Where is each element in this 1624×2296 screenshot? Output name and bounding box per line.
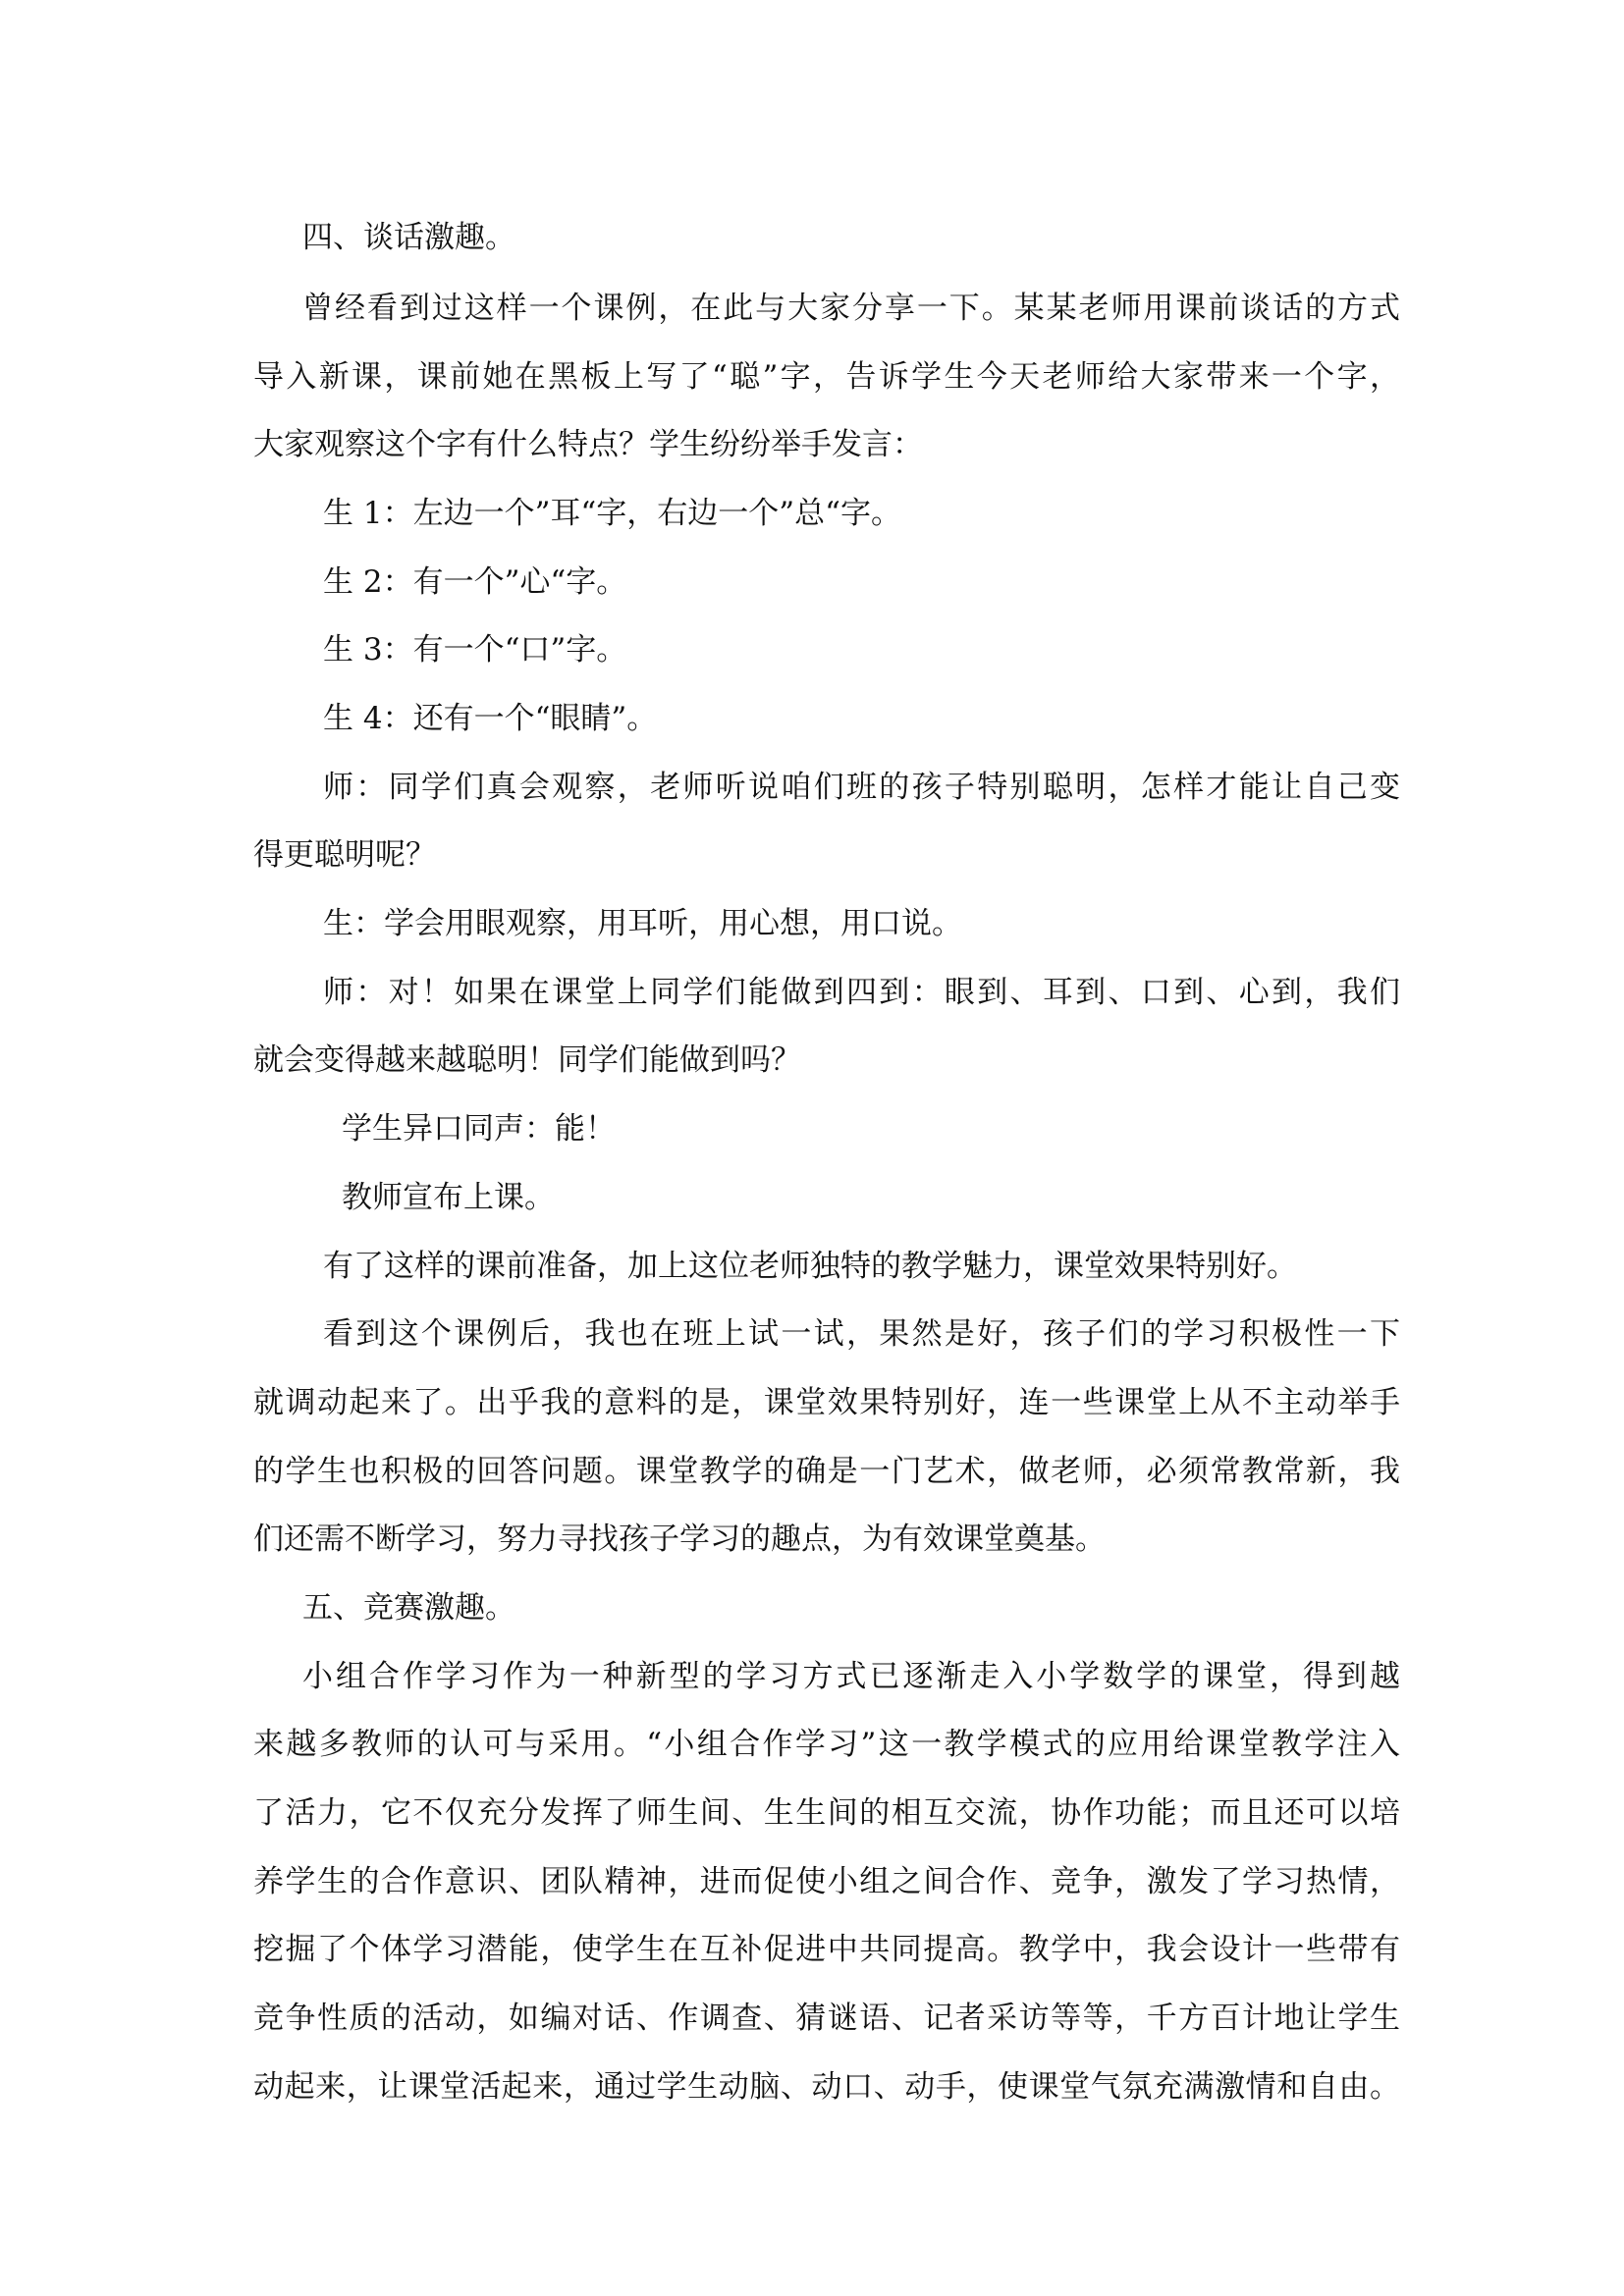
- dialogue-line: 学生异口同声：能！: [342, 1111, 616, 1147]
- dialogue-line: 师：同学们真会观察，老师听说咱们班的孩子特别聪明，怎样才能让自己变: [323, 770, 1400, 805]
- dialogue-line: 得更聪明呢？: [253, 837, 436, 873]
- paragraph-line: 就调动起来了。出乎我的意料的是，课堂效果特别好，连一些课堂上从不主动举手: [253, 1385, 1400, 1420]
- paragraph-line: 曾经看到过这样一个课例，在此与大家分享一下。某某老师用课前谈话的方式: [302, 291, 1400, 326]
- paragraph-line: 来越多教师的认可与采用。“小组合作学习”这一教学模式的应用给课堂教学注入: [253, 1727, 1400, 1762]
- paragraph-line: 挖掘了个体学习潜能，使学生在互补促进中共同提高。教学中，我会设计一些带有: [253, 1932, 1400, 1967]
- section-heading-5: 五、竞赛激趣。: [302, 1590, 515, 1626]
- dialogue-line: 教师宣布上课。: [342, 1180, 555, 1215]
- paragraph-line: 养学生的合作意识、团队精神，进而促使小组之间合作、竞争，激发了学习热情，: [253, 1864, 1400, 1899]
- dialogue-line: 生 1：左边一个”耳“字，右边一个”总“字。: [323, 496, 901, 531]
- paragraph-line: 了活力，它不仅充分发挥了师生间、生生间的相互交流，协作功能；而且还可以培: [253, 1795, 1400, 1831]
- paragraph-line: 的学生也积极的回答问题。课堂教学的确是一门艺术，做老师，必须常教常新，我: [253, 1454, 1400, 1489]
- paragraph-line: 竞争性质的活动，如编对话、作调查、猜谜语、记者采访等等，千方百计地让学生: [253, 2001, 1400, 2036]
- paragraph-line: 小组合作学习作为一种新型的学习方式已逐渐走入小学数学的课堂，得到越: [302, 1659, 1400, 1694]
- paragraph-line: 导入新课，课前她在黑板上写了“聪”字，告诉学生今天老师给大家带来一个字，: [253, 359, 1400, 395]
- dialogue-line: 生：学会用眼观察，用耳听，用心想，用口说。: [323, 906, 962, 941]
- dialogue-line: 就会变得越来越聪明！同学们能做到吗？: [253, 1042, 801, 1078]
- paragraph-line: 们还需不断学习，努力寻找孩子学习的趣点，为有效课堂奠基。: [253, 1522, 1106, 1557]
- section-heading-4: 四、谈话激趣。: [302, 220, 515, 255]
- dialogue-line: 生 2：有一个”心“字。: [323, 564, 627, 600]
- paragraph-line: 看到这个课例后，我也在班上试一试，果然是好，孩子们的学习积极性一下: [323, 1316, 1400, 1352]
- dialogue-line: 生 4：还有一个“眼睛”。: [323, 701, 658, 736]
- paragraph-line: 动起来，让课堂活起来，通过学生动脑、动口、动手，使课堂气氛充满激情和自由。: [253, 2069, 1400, 2105]
- paragraph-line: 大家观察这个字有什么特点？学生纷纷举手发言：: [253, 427, 923, 462]
- dialogue-line: 生 3：有一个“口”字。: [323, 632, 627, 667]
- paragraph-line: 有了这样的课前准备，加上这位老师独特的教学魅力，课堂效果特别好。: [323, 1249, 1297, 1284]
- dialogue-line: 师：对！如果在课堂上同学们能做到四到：眼到、耳到、口到、心到，我们: [323, 975, 1400, 1010]
